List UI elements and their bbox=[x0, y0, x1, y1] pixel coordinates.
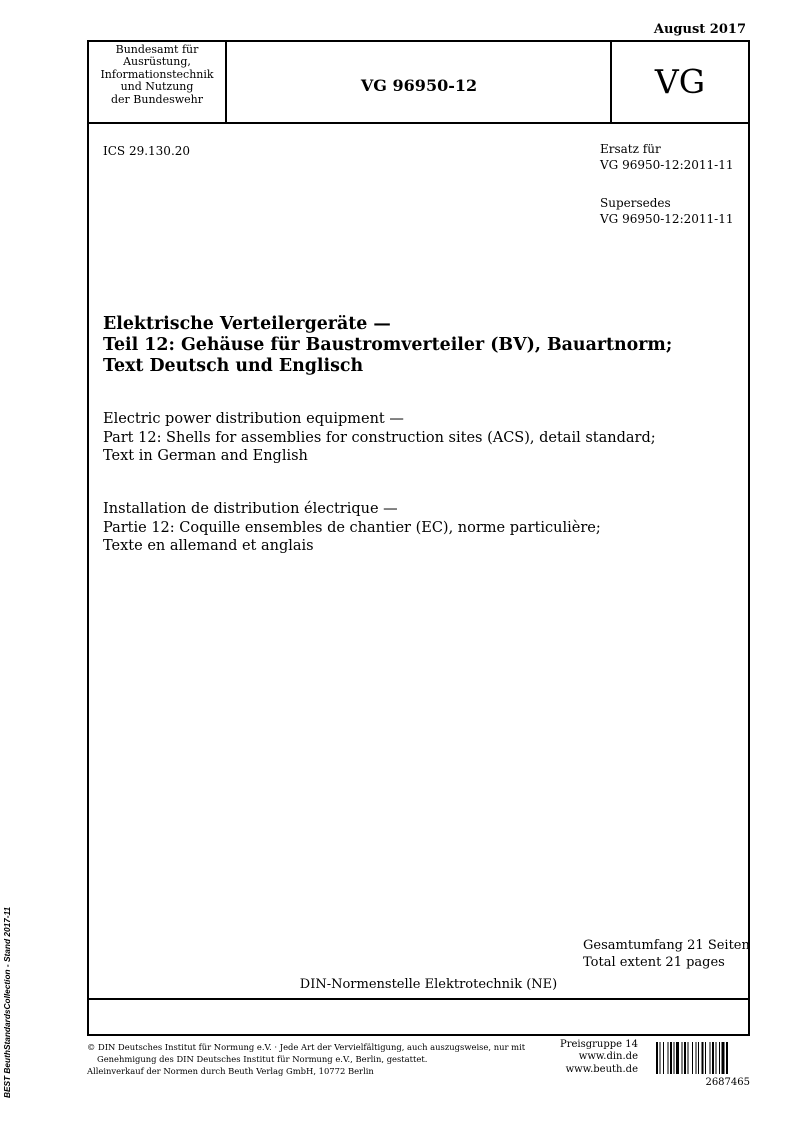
barcode-bar bbox=[660, 1042, 661, 1074]
replaces-block bbox=[600, 142, 733, 227]
barcode-bar bbox=[696, 1042, 697, 1074]
page-extent bbox=[583, 937, 750, 971]
copyright-notice bbox=[87, 1041, 525, 1077]
standard-mark: VG bbox=[654, 62, 706, 101]
barcode-bar bbox=[656, 1042, 658, 1074]
barcode-bar bbox=[726, 1042, 728, 1074]
replaces-de-value: VG 96950-12:2011-11 bbox=[600, 157, 734, 172]
title-en-line: Part 12: Shells for assemblies for construction sites (ACS), detail standard; bbox=[103, 429, 656, 446]
barcode-bar bbox=[676, 1042, 679, 1074]
barcode-bar bbox=[716, 1042, 717, 1074]
din-link[interactable]: www.din.de bbox=[578, 1051, 638, 1063]
price-group: Preisgruppe 14 bbox=[559, 1039, 638, 1050]
barcode-bar bbox=[702, 1042, 704, 1074]
issuing-agency bbox=[89, 44, 225, 106]
agency-line: und Nutzung bbox=[120, 80, 194, 94]
barcode-bar bbox=[688, 1042, 689, 1074]
barcode-bar bbox=[682, 1042, 683, 1074]
agency-line: der Bundeswehr bbox=[110, 92, 204, 106]
barcode-bar bbox=[663, 1042, 664, 1074]
header-bottom-rule bbox=[87, 122, 750, 124]
barcode-bar bbox=[722, 1042, 725, 1074]
title-en-line: Text in German and English bbox=[103, 448, 308, 464]
publication-date: August 2017 bbox=[653, 22, 746, 37]
title-fr-line: Texte en allemand et anglais bbox=[103, 538, 314, 554]
collection-side-label: BEST BeuthStandardsCollection - Stand 2017-11 bbox=[2, 906, 12, 1098]
header-divider-left bbox=[225, 40, 227, 124]
legal-line: Alleinverkauf der Normen durch Beuth Verlag GmbH, 10772 Berlin bbox=[87, 1066, 374, 1076]
beuth-link[interactable]: www.beuth.de bbox=[565, 1063, 638, 1075]
standards-committee: DIN-Normenstelle Elektrotechnik (NE) bbox=[299, 977, 558, 992]
replaces-en-label: Supersedes bbox=[600, 196, 671, 210]
title-fr-line: Partie 12: Coquille ensembles de chantier (EC), norme particulière; bbox=[103, 519, 601, 536]
extent-de: Gesamtumfang 21 Seiten bbox=[583, 938, 750, 953]
barcode-bar bbox=[719, 1042, 720, 1074]
title-fr-line: Installation de distribution électrique — bbox=[103, 501, 398, 517]
title-en-line: Electric power distribution equipment — bbox=[103, 411, 404, 427]
barcode-number: 2687465 bbox=[705, 1077, 750, 1088]
barcode-bar bbox=[712, 1042, 714, 1074]
ics-code: ICS 29.130.20 bbox=[103, 144, 191, 158]
replaces-de-label: Ersatz für bbox=[600, 142, 661, 156]
agency-line: Ausrüstung, bbox=[123, 55, 191, 69]
agency-line: Bundesamt für bbox=[115, 43, 199, 56]
title-de-line: Teil 12: Gehäuse für Baustromverteiler (BV), Bauartnorm; bbox=[103, 335, 673, 355]
title-french bbox=[103, 500, 601, 556]
legal-line: Genehmigung des DIN Deutsches Institut für Normung e.V., Berlin, gestattet. bbox=[97, 1054, 428, 1064]
replaces-en-value: VG 96950-12:2011-11 bbox=[600, 211, 734, 226]
legal-line: © DIN Deutsches Institut für Normung e.V. · Jede Art der Vervielfältigung, auch auszugsweise, nur mit bbox=[87, 1042, 526, 1052]
title-de-line: Elektrische Verteilergeräte — bbox=[103, 314, 391, 334]
barcode-bar bbox=[674, 1042, 675, 1074]
barcode-bar bbox=[668, 1042, 669, 1074]
agency-line: Informationstechnik bbox=[100, 67, 214, 81]
barcode-icon bbox=[656, 1042, 750, 1074]
title-de-line: Text Deutsch und Englisch bbox=[103, 356, 364, 376]
barcode-bar bbox=[670, 1042, 672, 1074]
barcode-bar bbox=[692, 1042, 693, 1074]
extent-en: Total extent 21 pages bbox=[583, 955, 725, 970]
barcode-bar bbox=[705, 1042, 706, 1074]
barcode-bar bbox=[710, 1042, 711, 1074]
barcode-bar bbox=[684, 1042, 686, 1074]
price-and-links bbox=[548, 1039, 638, 1076]
frame-bottom-rule bbox=[87, 998, 750, 1000]
title-english bbox=[103, 410, 656, 466]
barcode-bar bbox=[698, 1042, 699, 1074]
document-number: VG 96950-12 bbox=[360, 76, 478, 95]
title-german bbox=[103, 314, 672, 377]
